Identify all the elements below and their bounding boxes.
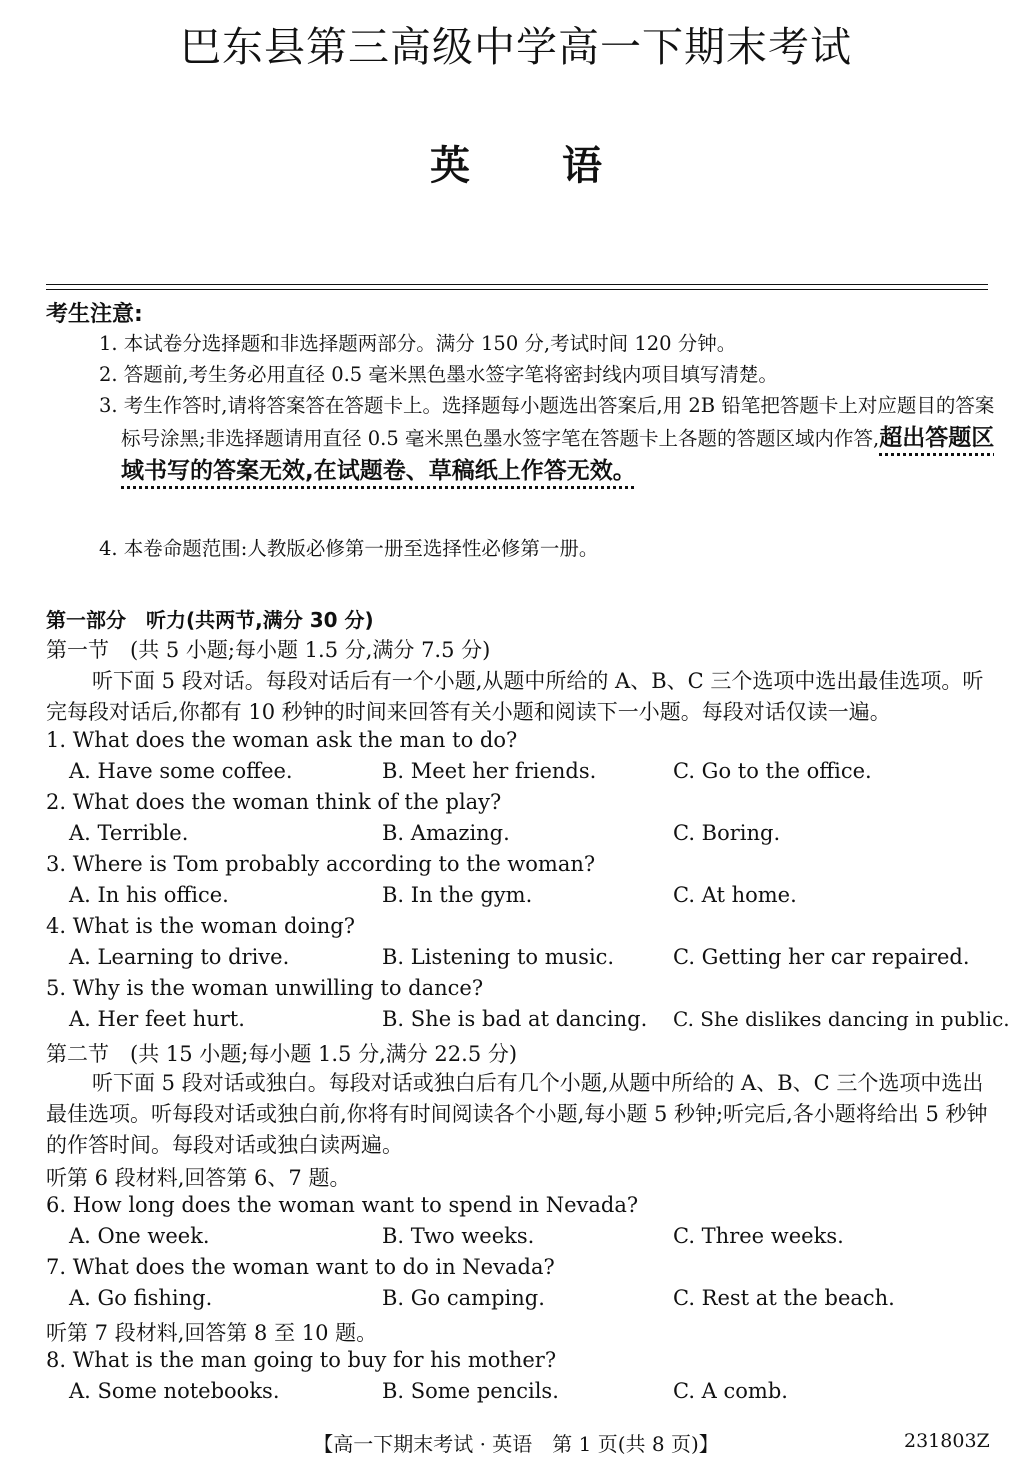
q7-option-a: A. Go fishing. <box>69 1286 213 1310</box>
q1-option-c: C. Go to the office. <box>673 759 872 783</box>
q6-option-b: B. Two weeks. <box>382 1224 535 1248</box>
header-rule-bottom <box>46 289 988 290</box>
q2-option-a: A. Terrible. <box>69 821 189 845</box>
q3-option-c: C. At home. <box>673 883 797 907</box>
subject-char-1: 英 <box>430 143 470 189</box>
notice-heading: 考生注意: <box>46 302 143 327</box>
notice-item-2: 2. 答题前,考生务必用直径 0.5 毫米黑色墨水签字笔将密封线内项目填写清楚。 <box>99 363 778 386</box>
notice-item-3-text: 3. 考生作答时,请将答案答在答题卡上。选择题每小题选出答案后,用 2B 铅笔把答题卡上对应题目的答案标号涂黑;非选择题请用直径 0.5 毫米黑色墨水签字笔在答题卡上各题的答题区域内作答, <box>99 394 995 450</box>
section2-heading: 第二节 (共 15 小题;每小题 1.5 分,满分 22.5 分) <box>46 1042 518 1066</box>
q1-option-a: A. Have some coffee. <box>69 759 293 783</box>
q1-option-b: B. Meet her friends. <box>382 759 597 783</box>
notice-item-4: 4. 本卷命题范围:人教版必修第一册至选择性必修第一册。 <box>99 537 599 560</box>
material-7-instruction: 听第 7 段材料,回答第 8 至 10 题。 <box>46 1321 378 1345</box>
paper-code: 231803Z <box>904 1430 990 1452</box>
q2-option-b: B. Amazing. <box>382 821 510 845</box>
q4-option-b: B. Listening to music. <box>382 945 615 969</box>
q7-option-c: C. Rest at the beach. <box>673 1286 895 1310</box>
q7-option-b: B. Go camping. <box>382 1286 545 1310</box>
subject-char-2: 语 <box>562 143 602 189</box>
question-8: 8. What is the man going to buy for his mother? <box>46 1348 557 1372</box>
q5-option-b: B. She is bad at dancing. <box>382 1007 648 1031</box>
q6-option-c: C. Three weeks. <box>673 1224 844 1248</box>
question-6: 6. How long does the woman want to spend in Nevada? <box>46 1193 639 1217</box>
q8-option-b: B. Some pencils. <box>382 1379 559 1403</box>
exam-title: 巴东县第三高级中学高一下期末考试 <box>180 23 852 71</box>
q3-option-a: A. In his office. <box>69 883 229 907</box>
material-6-instruction: 听第 6 段材料,回答第 6、7 题。 <box>46 1166 351 1190</box>
question-1: 1. What does the woman ask the man to do? <box>46 728 518 752</box>
section2-instructions: 听下面 5 段对话或独白。每段对话或独白后有几个小题,从题中所给的 A、B、C 三个选项中选出最佳选项。听每段对话或独白前,你将有时间阅读各个小题,每小题 5 秒钟;听完后,各小题将给出 5 秒钟的作答时间。每段对话或独白读两遍。 <box>46 1071 988 1157</box>
q6-option-a: A. One week. <box>69 1224 210 1248</box>
q5-option-c: C. She dislikes dancing in public. <box>673 1007 1010 1031</box>
q5-option-a: A. Her feet hurt. <box>69 1007 245 1031</box>
question-2: 2. What does the woman think of the play? <box>46 790 502 814</box>
section1-instructions: 听下面 5 段对话。每段对话后有一个小题,从题中所给的 A、B、C 三个选项中选出最佳选项。听完每段对话后,你都有 10 秒钟的时间来回答有关小题和阅读下一小题。每段对话仅读一遍。 <box>46 669 984 724</box>
notice-item-3-emphasis: 超出答题区域书写的答案无效,在试题卷、草稿纸上作答无效。 <box>121 425 995 484</box>
subject-title <box>0 134 1032 191</box>
q4-option-a: A. Learning to drive. <box>69 945 290 969</box>
header-rule-top <box>46 284 988 285</box>
q8-option-a: A. Some notebooks. <box>69 1379 280 1403</box>
q4-option-c: C. Getting her car repaired. <box>673 945 970 969</box>
question-5: 5. Why is the woman unwilling to dance? <box>46 976 484 1000</box>
page-footer: 【高一下期末考试 · 英语 第 1 页(共 8 页)】 <box>313 1432 719 1456</box>
question-7: 7. What does the woman want to do in Nevada? <box>46 1255 555 1279</box>
part1-heading: 第一部分 听力(共两节,满分 30 分) <box>46 608 374 632</box>
q2-option-c: C. Boring. <box>673 821 781 845</box>
question-3: 3. Where is Tom probably according to the woman? <box>46 852 596 876</box>
notice-item-3 <box>99 390 1011 488</box>
section1-heading: 第一节 (共 5 小题;每小题 1.5 分,满分 7.5 分) <box>46 638 491 662</box>
question-4: 4. What is the woman doing? <box>46 914 355 938</box>
q3-option-b: B. In the gym. <box>382 883 533 907</box>
notice-item-1: 1. 本试卷分选择题和非选择题两部分。满分 150 分,考试时间 120 分钟。 <box>99 332 737 355</box>
q8-option-c: C. A comb. <box>673 1379 788 1403</box>
